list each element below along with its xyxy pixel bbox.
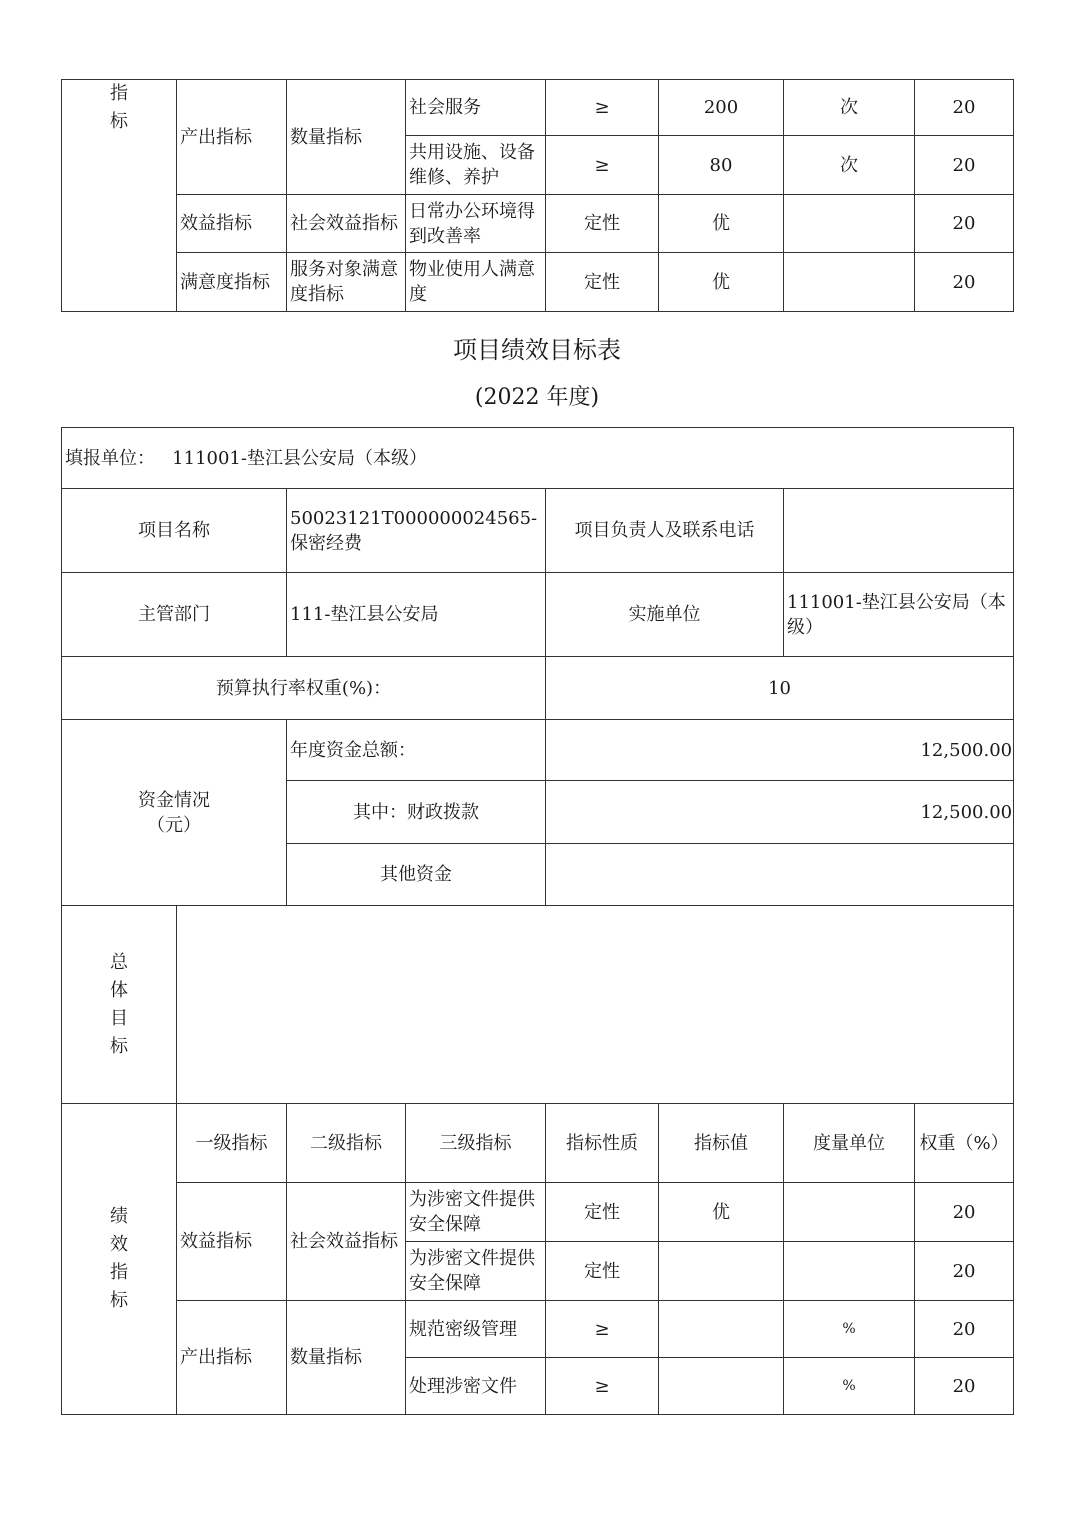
header-level1: 一级指标 bbox=[177, 1104, 287, 1183]
unit-cell bbox=[784, 195, 915, 253]
fiscal-value: 12,500.00 bbox=[546, 781, 1014, 844]
nature-cell: ≥ bbox=[546, 80, 659, 136]
reporting-unit-label: 填报单位： bbox=[65, 447, 155, 469]
level3-cell: 规范密级管理 bbox=[406, 1301, 546, 1358]
level1-cell: 效益指标 bbox=[177, 195, 287, 253]
weight-cell: 20 bbox=[915, 1183, 1014, 1242]
level3-cell: 物业使用人满意度 bbox=[406, 253, 546, 312]
nature-cell: 定性 bbox=[546, 1242, 659, 1301]
level2-cell: 社会效益指标 bbox=[287, 195, 406, 253]
level1-cell: 满意度指标 bbox=[177, 253, 287, 312]
side-char: 标 bbox=[110, 111, 128, 132]
reporting-unit-value: 111001-垫江县公安局（本级） bbox=[172, 447, 427, 469]
annual-total-value: 12,500.00 bbox=[546, 720, 1014, 781]
level1-cell: 效益指标 bbox=[177, 1183, 287, 1301]
level2-cell: 社会效益指标 bbox=[287, 1183, 406, 1301]
indicator-side-label bbox=[62, 80, 177, 312]
goal-char: 目 bbox=[110, 1007, 128, 1029]
funds-label: 资金情况 bbox=[138, 789, 210, 811]
overall-goal-label bbox=[62, 906, 177, 1104]
weight-cell: 20 bbox=[915, 80, 1014, 136]
weight-cell: 20 bbox=[915, 1358, 1014, 1415]
unit-cell bbox=[784, 1242, 915, 1301]
unit-cell bbox=[784, 1183, 915, 1242]
level3-cell: 日常办公环境得到改善率 bbox=[406, 195, 546, 253]
perf-char: 效 bbox=[110, 1234, 128, 1255]
project-name-label: 项目名称 bbox=[62, 489, 287, 573]
dept-label: 主管部门 bbox=[62, 573, 287, 657]
header-nature: 指标性质 bbox=[546, 1104, 659, 1183]
goal-char: 总 bbox=[110, 951, 128, 973]
top-indicator-table bbox=[61, 79, 1014, 312]
level3-cell: 处理涉密文件 bbox=[406, 1358, 546, 1415]
header-level2: 二级指标 bbox=[287, 1104, 406, 1183]
doc-title: 项目绩效目标表 bbox=[453, 336, 621, 364]
level1-cell: 产出指标 bbox=[177, 80, 287, 195]
unit-cell: % bbox=[784, 1301, 915, 1358]
perf-char: 指 bbox=[110, 1262, 128, 1283]
other-funds-value bbox=[546, 844, 1014, 906]
header-weight: 权重（%） bbox=[915, 1104, 1014, 1183]
unit-cell: 次 bbox=[784, 80, 915, 136]
funds-unit: （元） bbox=[147, 814, 201, 836]
perf-char: 标 bbox=[110, 1290, 128, 1311]
weight-cell: 20 bbox=[915, 1301, 1014, 1358]
project-name-value: 50023121T000000024565-保密经费 bbox=[287, 489, 546, 573]
goal-char: 标 bbox=[110, 1035, 128, 1057]
value-cell bbox=[659, 1358, 784, 1415]
goal-char: 体 bbox=[110, 979, 128, 1001]
nature-cell: 定性 bbox=[546, 253, 659, 312]
unit-cell bbox=[784, 253, 915, 312]
value-cell bbox=[659, 1242, 784, 1301]
header-value: 指标值 bbox=[659, 1104, 784, 1183]
side-char: 指 bbox=[110, 83, 128, 104]
other-funds-label: 其他资金 bbox=[287, 844, 546, 906]
reporting-unit-row bbox=[62, 428, 1014, 489]
value-cell: 优 bbox=[659, 253, 784, 312]
unit-cell: % bbox=[784, 1358, 915, 1415]
level3-cell: 社会服务 bbox=[406, 80, 546, 136]
header-level3: 三级指标 bbox=[406, 1104, 546, 1183]
nature-cell: ≥ bbox=[546, 136, 659, 195]
project-lead-value bbox=[784, 489, 1014, 573]
fiscal-label: 其中：财政拨款 bbox=[287, 781, 546, 844]
value-cell bbox=[659, 1301, 784, 1358]
dept-value: 111-垫江县公安局 bbox=[287, 573, 546, 657]
nature-cell: ≥ bbox=[546, 1301, 659, 1358]
level3-cell: 为涉密文件提供安全保障 bbox=[406, 1183, 546, 1242]
impl-unit-value: 111001-垫江县公安局（本级） bbox=[784, 573, 1014, 657]
level1-cell: 产出指标 bbox=[177, 1301, 287, 1415]
nature-cell: 定性 bbox=[546, 1183, 659, 1242]
nature-cell: ≥ bbox=[546, 1358, 659, 1415]
value-cell: 200 bbox=[659, 80, 784, 136]
nature-cell: 定性 bbox=[546, 195, 659, 253]
doc-subtitle: (2022 年度) bbox=[474, 385, 600, 410]
weight-cell: 20 bbox=[915, 195, 1014, 253]
level2-cell: 数量指标 bbox=[287, 1301, 406, 1415]
annual-total-label: 年度资金总额： bbox=[287, 720, 546, 781]
weight-cell: 20 bbox=[915, 1242, 1014, 1301]
level3-cell: 为涉密文件提供安全保障 bbox=[406, 1242, 546, 1301]
perf-char: 绩 bbox=[110, 1206, 128, 1227]
perf-indicator-label bbox=[62, 1104, 177, 1415]
project-lead-label: 项目负责人及联系电话 bbox=[546, 489, 784, 573]
level3-cell: 共用设施、设备维修、养护 bbox=[406, 136, 546, 195]
budget-rate-label: 预算执行率权重(%)： bbox=[62, 657, 546, 720]
funds-label-cell bbox=[62, 720, 287, 906]
level2-cell: 数量指标 bbox=[287, 80, 406, 195]
weight-cell: 20 bbox=[915, 136, 1014, 195]
budget-rate-value: 10 bbox=[546, 657, 1014, 720]
performance-goal-table bbox=[61, 427, 1014, 1415]
level2-cell: 服务对象满意度指标 bbox=[287, 253, 406, 312]
weight-cell: 20 bbox=[915, 253, 1014, 312]
value-cell: 优 bbox=[659, 195, 784, 253]
value-cell: 优 bbox=[659, 1183, 784, 1242]
header-unit: 度量单位 bbox=[784, 1104, 915, 1183]
unit-cell: 次 bbox=[784, 136, 915, 195]
impl-unit-label: 实施单位 bbox=[546, 573, 784, 657]
value-cell: 80 bbox=[659, 136, 784, 195]
overall-goal-value bbox=[177, 906, 1014, 1104]
